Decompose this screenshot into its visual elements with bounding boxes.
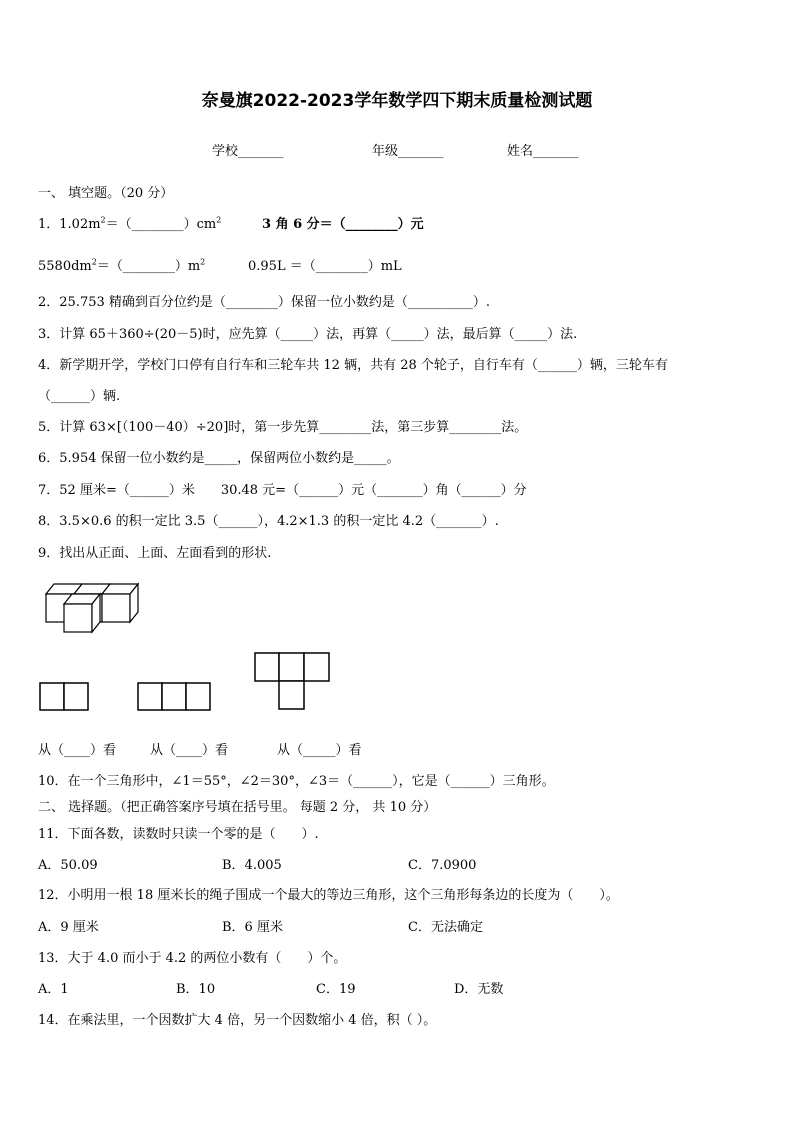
question-4: 4．新学期开学，学校门口停有自行车和三轮车共 12 辆，共有 28 个轮子，自行车有（______）辆，三轮车有 (38, 358, 668, 373)
question-11: 11．下面各数，读数时只读一个零的是（ ）. (38, 827, 319, 842)
question-4-continued: （______）辆. (38, 389, 121, 404)
question-1d: 0.95L ＝（________）mL (248, 259, 402, 274)
q12-option-a[interactable]: A．9 厘米 (38, 920, 99, 935)
section-2-heading: 二、 选择题。（把正确答案序号填在括号里。 每题 2 分， 共 10 分） (38, 800, 437, 815)
question-9: 9．找出从正面、上面、左面看到的形状. (38, 546, 272, 561)
question-14: 14．在乘法里，一个因数扩大 4 倍，另一个因数缩小 4 倍，积（ ）。 (38, 1013, 437, 1028)
view-label-1: 从（____）看 (38, 743, 117, 758)
question-3: 3．计算 65＋360÷(20－5)时，应先算（_____）法，再算（_____）法，最后算（_____）法. (38, 327, 578, 342)
q11-option-c[interactable]: C．7.0900 (408, 858, 477, 873)
question-10: 10．在一个三角形中，∠1＝55°，∠2＝30°，∠3＝（______），它是（______）三角形。 (38, 774, 555, 789)
q12-option-c[interactable]: C．无法确定 (408, 920, 483, 935)
question-8: 8．3.5×0.6 的积一定比 3.5（______），4.2×1.3 的积一定比 4.2（_______）. (38, 514, 499, 529)
question-12: 12．小明用一根 18 厘米长的绳子围成一个最大的等边三角形，这个三角形每条边的长度为（ ）。 (38, 888, 619, 903)
q11-option-b[interactable]: B．4.005 (222, 858, 282, 873)
view-label-2: 从（____）看 (150, 743, 229, 758)
view-shape-a (40, 683, 88, 710)
view-shape-c (255, 653, 329, 709)
question-7: 7．52 厘米=（______）米 30.48 元=（______）元（_______）角（______）分 (38, 483, 527, 498)
q13-option-a[interactable]: A．1 (38, 982, 69, 997)
question-13: 13．大于 4.0 而小于 4.2 的两位小数有（ ）个。 (38, 951, 347, 966)
question-1b: 3 角 6 分＝（________）元 (262, 217, 424, 232)
q13-option-b[interactable]: B．10 (176, 982, 216, 997)
name-field[interactable]: 姓名_______ (507, 144, 579, 159)
view-shape-b (138, 683, 210, 710)
question-6: 6．5.954 保留一位小数约是_____，保留两位小数约是_____。 (38, 451, 400, 466)
q12-option-b[interactable]: B．6 厘米 (222, 920, 283, 935)
view-label-3: 从（_____）看 (277, 743, 362, 758)
section-1-heading: 一、 填空题。（20 分） (38, 186, 174, 201)
page-title: 奈曼旗2022-2023学年数学四下期末质量检测试题 (201, 91, 593, 111)
question-5: 5．计算 63×[（100－40）÷20]时，第一步先算________法，第三步算________法。 (38, 420, 528, 435)
question-2: 2．25.753 精确到百分位约是（________）保留一位小数约是（__________）. (38, 295, 491, 310)
q13-option-c[interactable]: C．19 (316, 982, 356, 997)
grade-field[interactable]: 年级_______ (372, 144, 444, 159)
question-1c: $5580dm^2=(\_\_\_\_\_\_\_\_)m^2$ (38, 257, 206, 274)
q13-option-d[interactable]: D．无数 (454, 982, 504, 997)
question-1a: 1．$1.02m^2=(\_\_\_\_\_\_\_\_)cm^2$ (38, 215, 222, 232)
school-field[interactable]: 学校_______ (212, 144, 284, 159)
q11-option-a[interactable]: A．50.09 (38, 858, 98, 873)
